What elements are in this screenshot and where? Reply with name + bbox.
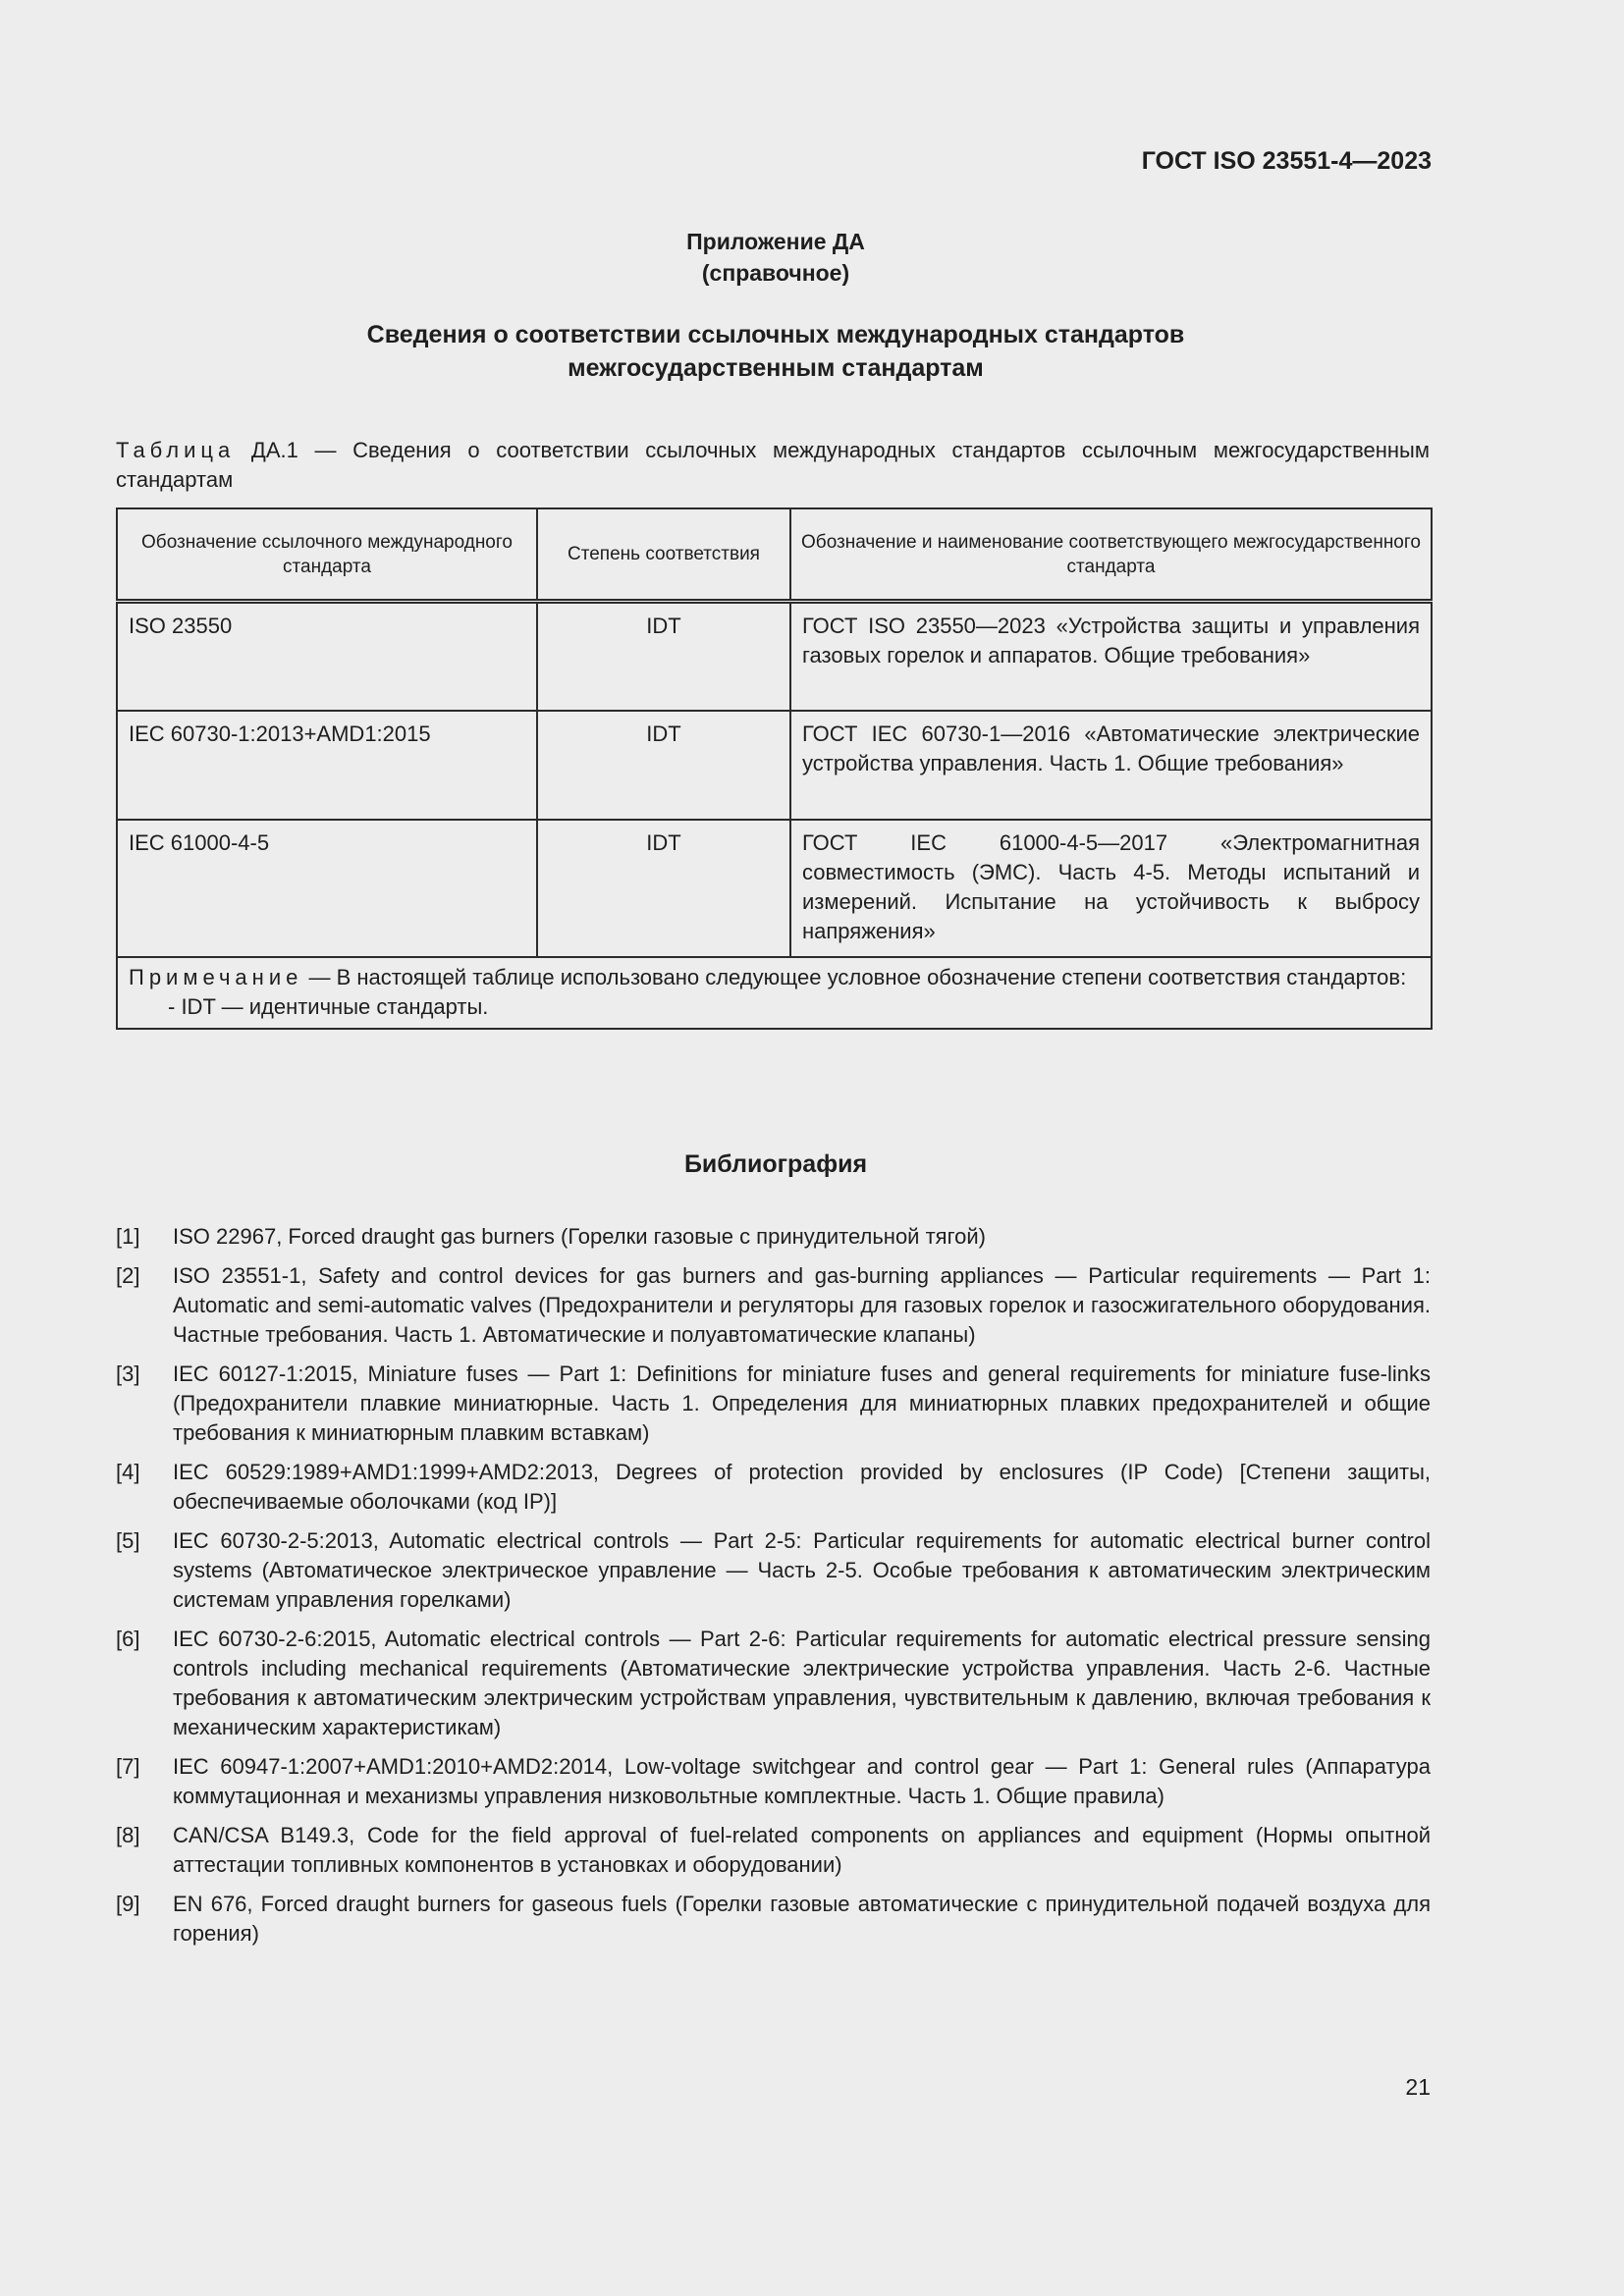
table-row [117, 602, 1432, 712]
cell-intl-standard: ISO 23550 [117, 602, 537, 712]
table-caption-text: ДА.1 — Сведения о соответствии ссылочных международных стандартов ссылочным межгосударственным стандартам [116, 438, 1430, 492]
table-note-row [117, 957, 1432, 1029]
bibliography-item-text: IEC 60947-1:2007+AMD1:2010+AMD2:2014, Low-voltage switchgear and control gear — Part 1: General rules (Аппаратура коммутационная и механизмы управления низковольтные комплектные. Часть 1. Общие правила) [173, 1754, 1431, 1808]
table-row [117, 711, 1432, 820]
bibliography-item [116, 1261, 1431, 1350]
cell-degree: IDT [537, 820, 790, 957]
annex-title-line-1: Сведения о соответствии ссылочных международных стандартов [366, 321, 1185, 348]
cell-intl-standard: IEC 60730-1:2013+AMD1:2015 [117, 711, 537, 820]
bibliography-item-number: [7] [116, 1754, 140, 1779]
table-caption [116, 436, 1430, 495]
bibliography-item-number: [4] [116, 1460, 140, 1484]
annex-title-line-2: межгосударственным стандартам [568, 354, 984, 382]
document-code: ГОСТ ISO 23551-4—2023 [1141, 147, 1432, 175]
bibliography-item-text: IEC 60529:1989+AMD1:1999+AMD2:2013, Degrees of protection provided by enclosures (IP Code) [Степени защиты, обеспечиваемые оболочками (код IP)] [173, 1460, 1431, 1514]
table-note [117, 957, 1432, 1029]
bibliography-item-text: IEC 60730-2-6:2015, Automatic electrical controls — Part 2-6: Particular requirements for automatic electrical pressure sensing controls including mechanical requirements (Автоматические электрические устройства управления. Часть 2-6. Частные требования к автоматическим электрическим устройствам управления, чувствительным к давлению, включая требования к механическим характеристикам) [173, 1627, 1431, 1739]
bibliography-item-text: ISO 23551-1, Safety and control devices for gas burners and gas-burning appliances — Particular requirements — Part 1: Automatic and semi-automatic valves (Предохранители и регуляторы для газовых горелок и газосжигательного оборудования. Частные требования. Часть 1. Автоматические и полуавтоматические клапаны) [173, 1263, 1431, 1347]
cell-degree: IDT [537, 711, 790, 820]
table-header-row [117, 508, 1432, 602]
note-text: — В настоящей таблице использовано следующее условное обозначение степени соответствия стандартов: [302, 965, 1407, 989]
bibliography-item [116, 1222, 1431, 1252]
header-degree: Степень соответствия [537, 508, 790, 602]
bibliography-item [116, 1625, 1431, 1742]
note-label: Примечание [129, 965, 303, 989]
bibliography-item-number: [5] [116, 1528, 140, 1553]
bibliography-item-number: [8] [116, 1823, 140, 1847]
cell-national-standard: ГОСТ ISO 23550—2023 «Устройства защиты и управления газовых горелок и аппаратов. Общие требования» [790, 602, 1432, 712]
bibliography-item [116, 1752, 1431, 1811]
page-number: 21 [1405, 2074, 1431, 2100]
bibliography-item-text: IEC 60730-2-5:2013, Automatic electrical controls — Part 2-5: Particular requirements for automatic electrical burner control systems (Автоматическое электрическое управление — Часть 2-5. Особые требования к автоматическим электрическим системам управления горелками) [173, 1528, 1431, 1612]
annex-heading [0, 226, 1551, 289]
cell-national-standard: ГОСТ IEC 60730-1—2016 «Автоматические электрические устройства управления. Часть 1. Общие требования» [790, 711, 1432, 820]
table-caption-label: Таблица [116, 438, 236, 462]
header-intl-standard: Обозначение ссылочного международного стандарта [117, 508, 537, 602]
bibliography-item [116, 1360, 1431, 1448]
header-national-standard: Обозначение и наименование соответствующего межгосударственного стандарта [790, 508, 1432, 602]
bibliography-item-number: [9] [116, 1892, 140, 1916]
standards-correspondence-table [116, 507, 1433, 1030]
annex-label: Приложение ДА [686, 229, 865, 254]
bibliography-item-number: [3] [116, 1362, 140, 1386]
bibliography-item [116, 1526, 1431, 1615]
note-item: - IDT — идентичные стандарты. [168, 994, 489, 1019]
bibliography-item-text: CAN/CSA B149.3, Code for the field approval of fuel-related components on appliances and equipment (Нормы опытной аттестации топливных компонентов в установках и оборудовании) [173, 1823, 1431, 1877]
bibliography-list [116, 1222, 1431, 1958]
cell-intl-standard: IEC 61000-4-5 [117, 820, 537, 957]
bibliography-item-number: [2] [116, 1263, 140, 1288]
table-row [117, 820, 1432, 957]
annex-type: (справочное) [701, 260, 850, 286]
cell-degree: IDT [537, 602, 790, 712]
bibliography-item-number: [6] [116, 1627, 140, 1651]
bibliography-item [116, 1458, 1431, 1517]
bibliography-title: Библиография [683, 1150, 868, 1178]
bibliography-item-number: [1] [116, 1224, 140, 1249]
bibliography-item [116, 1821, 1431, 1880]
bibliography-item-text: IEC 60127-1:2015, Miniature fuses — Part 1: Definitions for miniature fuses and general requirements for miniature fuse-links (Предохранители плавкие миниатюрные. Часть 1. Определения для миниатюрных плавких предохранителей и общие требования к миниатюрным плавким вставкам) [173, 1362, 1431, 1445]
cell-national-standard: ГОСТ IEC 61000-4-5—2017 «Электромагнитная совместимость (ЭМС). Часть 4-5. Методы испытаний и измерений. Испытание на устойчивость к выбросу напряжения» [790, 820, 1432, 957]
annex-title [0, 318, 1551, 385]
bibliography-item-text: ISO 22967, Forced draught gas burners (Горелки газовые с принудительной тягой) [173, 1224, 986, 1249]
bibliography-item [116, 1890, 1431, 1949]
bibliography-item-text: EN 676, Forced draught burners for gaseous fuels (Горелки газовые автоматические с принудительной подачей воздуха для горения) [173, 1892, 1431, 1946]
